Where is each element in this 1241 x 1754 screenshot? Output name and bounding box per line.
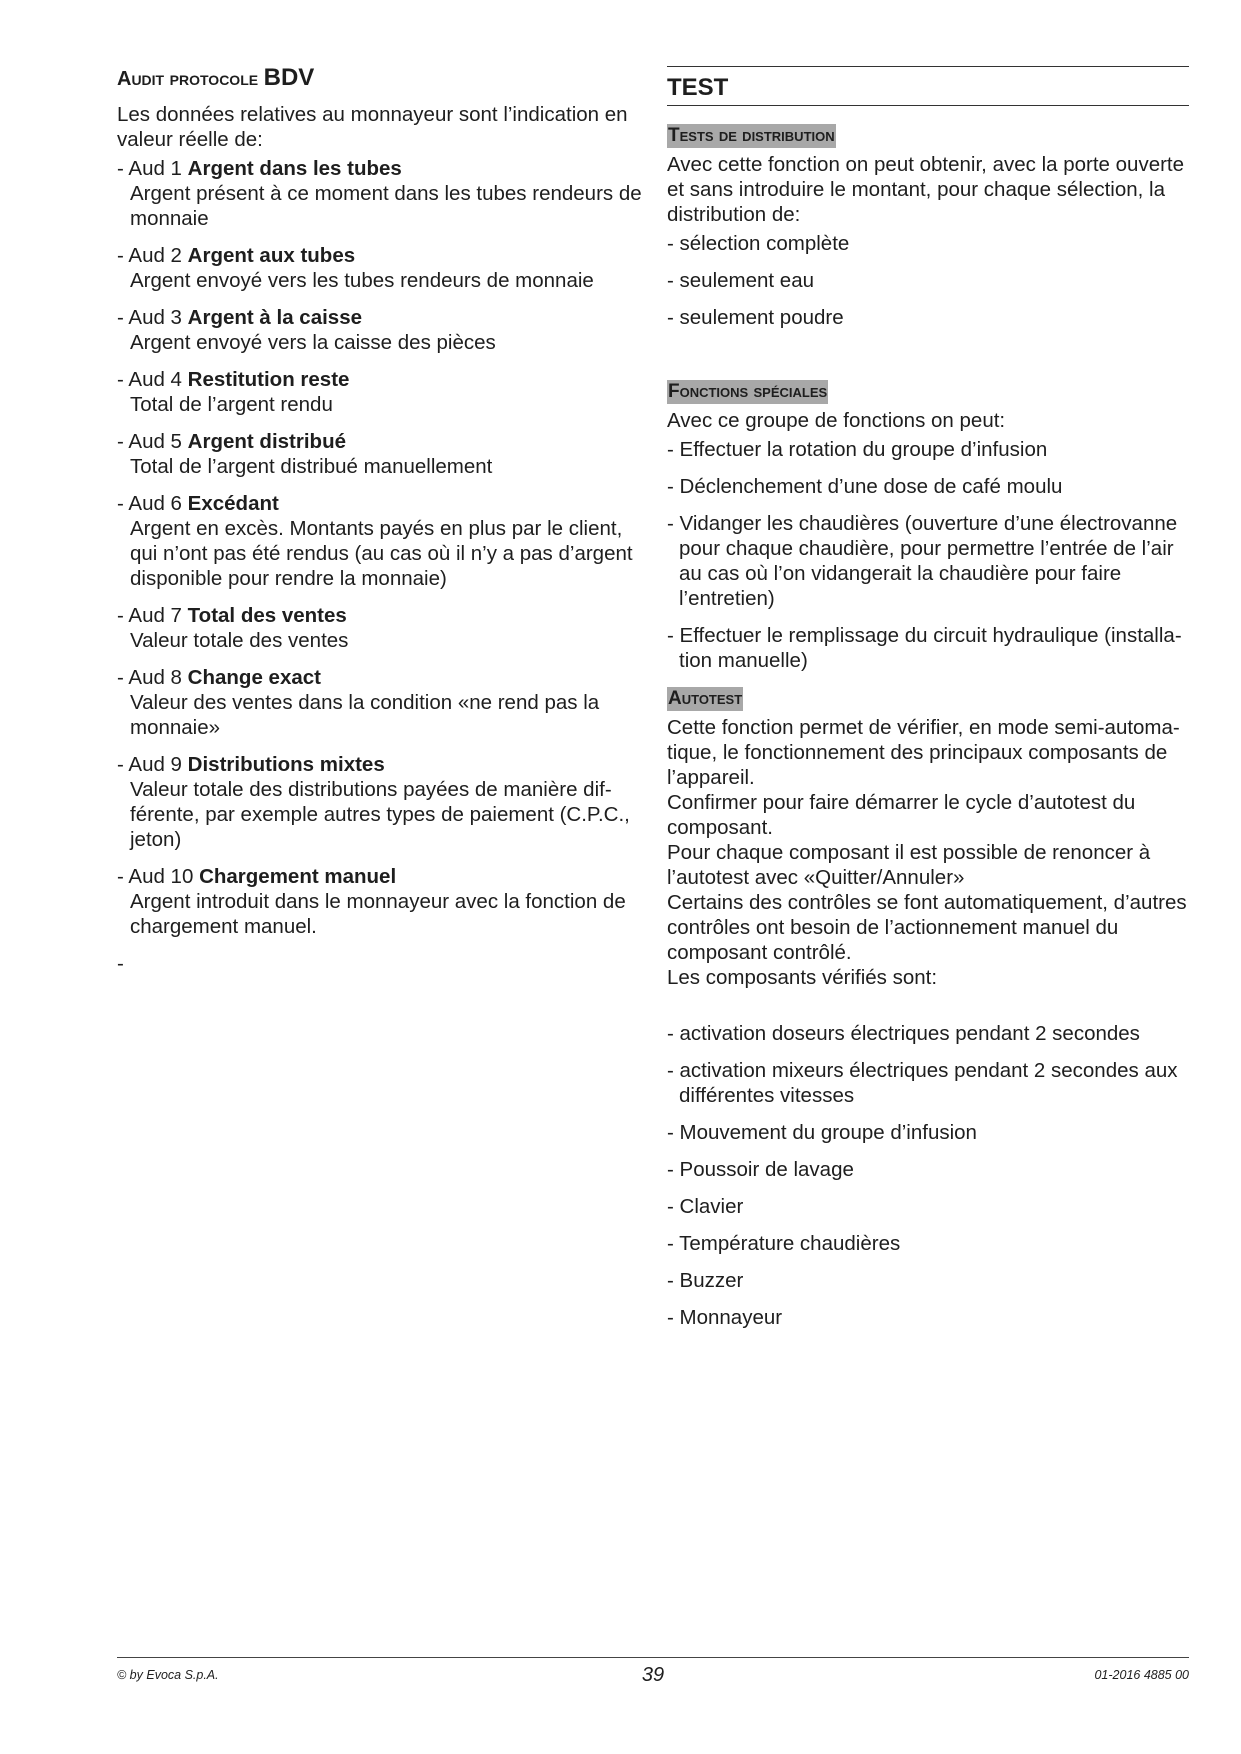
autotest-text: Certains des contrôles se font automatiquement, d’autres contrôles ont besoin de l’actionnement manuel du composant contrôlé.: [667, 891, 1187, 964]
audit-item: - Aud 3 Argent à la caisse Argent envoyé vers la caisse des pièces: [117, 306, 496, 354]
list-item: - activation mixeurs électriques pendant 2 secondes aux différentes vitesses: [667, 1059, 1178, 1107]
list-item: - Buzzer: [667, 1269, 744, 1292]
document-code: 01-2016 4885 00: [1094, 1668, 1189, 1682]
list-item: - Effectuer la rotation du groupe d’infusion: [667, 438, 1048, 461]
autotest-list: [667, 1021, 1189, 1330]
list-item: - Mouvement du groupe d’infusion: [667, 1121, 977, 1144]
autotest-text: Cette fonction permet de vérifier, en mode semi-automatique, le fonctionnement des principaux composants de l’appareil.: [667, 716, 1180, 789]
list-item: - Vidanger les chaudières (ouverture d’une électrovanne pour chaque chaudière, pour permettre l’entrée de l’air au cas où l’on vidangerait la chaudière pour faire l’entretien): [667, 512, 1178, 610]
audit-item: - Aud 1 Argent dans les tubes Argent présent à ce moment dans les tubes rendeurs de monnaie: [117, 157, 642, 230]
list-item: - seulement poudre: [667, 306, 844, 329]
autotest-title: Autotest: [668, 688, 743, 709]
footer-divider: [117, 1657, 1189, 1658]
special-functions-title: Fonctions spéciales: [668, 381, 828, 402]
trailing-dash: -: [117, 952, 124, 975]
audit-item: - Aud 5 Argent distribué Total de l’argent distribué manuellement: [117, 430, 493, 478]
audit-item: - Aud 4 Restitution reste Total de l’argent rendu: [117, 368, 350, 416]
test-header: TEST: [667, 66, 1189, 106]
list-item: - Monnayeur: [667, 1306, 783, 1329]
tests-distribution-list: [667, 231, 1189, 330]
list-item: - sélection complète: [667, 232, 850, 255]
tests-distribution-title: Tests de distribution: [668, 125, 835, 146]
audit-item: - Aud 9 Distributions mixtes Valeur totale des distributions payées de manière différente, par exemple autres types de paiement (C.P.C., jeton): [117, 753, 630, 851]
autotest-text: Confirmer pour faire démarrer le cycle d’autotest du composant.: [667, 791, 1136, 839]
copyright: © by Evoca S.p.A.: [117, 1668, 219, 1682]
list-item: - activation doseurs électriques pendant 2 secondes: [667, 1022, 1140, 1045]
list-item: - Température chaudières: [667, 1232, 901, 1255]
list-item: - Clavier: [667, 1195, 744, 1218]
list-item: - seulement eau: [667, 269, 815, 292]
autotest-text: Pour chaque composant il est possible de renoncer à l’autotest avec «Quitter/Annuler»: [667, 841, 1151, 889]
tests-distribution-intro: Avec cette fonction on peut obtenir, avec la porte ouverte et sans introduire le montant, pour chaque sélection, la distribution de:: [667, 153, 1185, 226]
audit-title-main: Audit protocole: [117, 68, 259, 90]
list-item: - Effectuer le remplissage du circuit hydraulique (installation manuelle): [667, 624, 1182, 672]
audit-list: [117, 156, 642, 939]
audit-section-title: [117, 66, 642, 91]
list-item: - Déclenchement d’une dose de café moulu: [667, 475, 1063, 498]
page-footer: [117, 1662, 1189, 1688]
audit-item: - Aud 2 Argent aux tubes Argent envoyé vers les tubes rendeurs de monnaie: [117, 244, 594, 292]
audit-intro: Les données relatives au monnayeur sont l’indication en valeur réelle de:: [117, 103, 628, 151]
audit-item: - Aud 10 Chargement manuel Argent introduit dans le monnayeur avec la fonction de chargement manuel.: [117, 865, 626, 938]
special-functions-intro: Avec ce groupe de fonctions on peut:: [667, 409, 1006, 432]
list-item: - Poussoir de lavage: [667, 1158, 854, 1181]
autotest-text: Les composants vérifiés sont:: [667, 966, 938, 989]
left-column: [117, 66, 642, 976]
audit-title-suffix: BDV: [263, 64, 315, 91]
audit-item: - Aud 8 Change exact Valeur des ventes dans la condition «ne rend pas la monnaie»: [117, 666, 600, 739]
page-number: 39: [641, 1664, 665, 1686]
audit-item: - Aud 6 Excédant Argent en excès. Montants payés en plus par le client, qui n’ont pas été rendus (au cas où il n’y a pas d’argent disponible pour rendre la monnaie): [117, 492, 633, 590]
audit-item: - Aud 7 Total des ventes Valeur totale des ventes: [117, 604, 349, 652]
special-functions-list: [667, 437, 1189, 673]
right-column: [667, 66, 1189, 1342]
